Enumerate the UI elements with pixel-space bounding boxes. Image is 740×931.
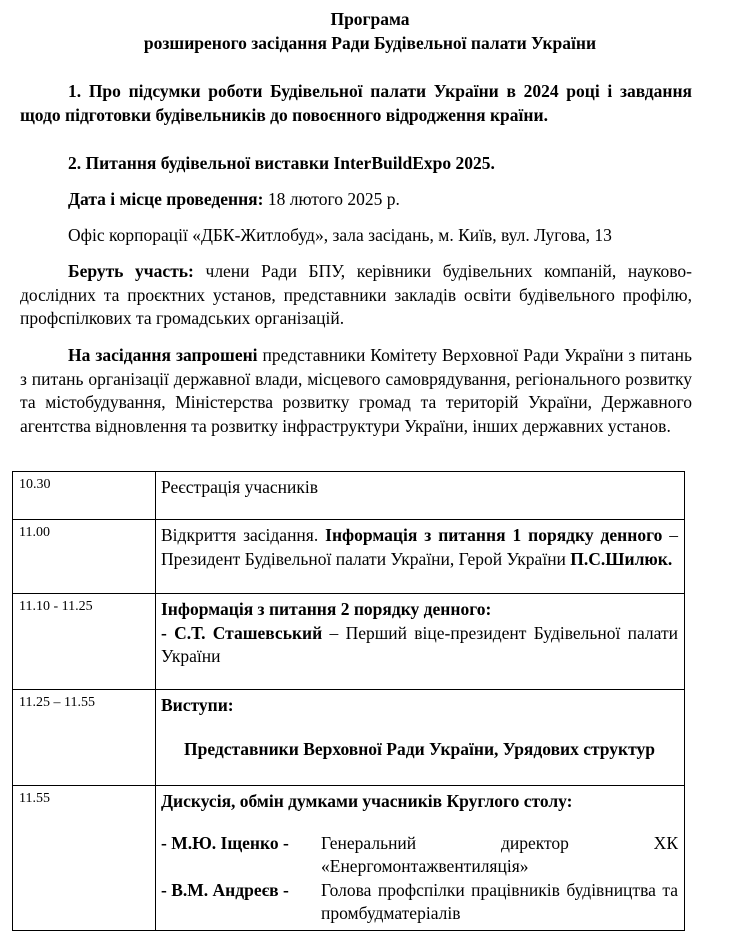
document-title: Програма	[330, 9, 410, 29]
speaker-entry	[161, 879, 678, 926]
table-row	[13, 472, 685, 520]
president-role: – Президент Будівельної палати України, Герой України	[161, 525, 679, 569]
speaker-name: - М.Ю. Іщенко -	[161, 832, 289, 853]
vice-president-name: - С.Т. Сташевський	[161, 622, 323, 643]
schedule-time: 11.25 – 11.55	[13, 690, 156, 786]
schedule-content	[156, 786, 685, 931]
vice-president-role: – Перший віце-президент Будівельної палати України	[161, 622, 678, 666]
invited-paragraph	[20, 344, 692, 438]
schedule-content	[156, 520, 685, 594]
speaker-role: Голова профспілки працівників будівництва та промбудматеріалів	[321, 879, 678, 923]
participants-value: члени Ради БПУ, керівники будівельних компаній, науково-дослідних та проєктних установ, представники закладів освіти будівельного профілю, профспілкових та громадських організацій.	[20, 261, 692, 328]
table-row	[13, 786, 685, 931]
item2-info-heading: Інформація з питання 2 порядку денного:	[161, 599, 492, 619]
participants-label: Беруть участь:	[68, 261, 194, 281]
schedule-time: 11.00	[13, 520, 156, 594]
registration-text: Реєстрація учасників	[161, 477, 319, 497]
speaker-name: - В.М. Андреєв -	[161, 879, 289, 900]
schedule-time: 10.30	[13, 472, 156, 520]
table-row	[13, 690, 685, 786]
table-row	[13, 594, 685, 690]
schedule-content	[156, 690, 685, 786]
invited-label: На засідання запрошені	[68, 345, 258, 365]
discussion-heading: Дискусія, обмін думками учасників Круглого столу:	[161, 791, 573, 811]
schedule-table	[12, 471, 685, 931]
schedule-time: 11.10 - 11.25	[13, 594, 156, 690]
invited-value: представники Комітету Верховної Ради України з питань з питань організації державної влади, місцевого самоврядування, регіонального розвитку та містобудування, Міністерства розвитку громад та територій України, Державного агентства відновлення та розвитку інфраструктури України, інших державних установ.	[20, 345, 692, 436]
date-label: Дата і місце проведення:	[68, 189, 264, 209]
schedule-content	[156, 594, 685, 690]
item1-info-heading: Інформація з питання 1 порядку денного	[325, 525, 663, 545]
place-paragraph: Офіс корпорації «ДБК-Житлобуд», зала засідань, м. Київ, вул. Лугова, 13	[68, 225, 612, 245]
table-row	[13, 520, 685, 594]
participants-paragraph	[20, 260, 692, 331]
speaker-entry	[161, 832, 678, 879]
schedule-time: 11.55	[13, 786, 156, 931]
speeches-heading: Виступи:	[161, 695, 234, 715]
date-value: 18 лютого 2025 р.	[263, 189, 400, 209]
schedule-content	[156, 472, 685, 520]
speaker-role: Генеральний директор ХК «Енергомонтажвентиляція»	[321, 832, 678, 876]
document-subtitle: розширеного засідання Ради Будівельної палати України	[143, 33, 597, 53]
agenda-item-1: 1. Про підсумки роботи Будівельної палати України в 2024 році і завдання щодо підготовки будівельників до повоєнного відродження країни.	[20, 81, 692, 125]
date-paragraph	[20, 188, 692, 212]
vice-president-line	[161, 622, 678, 669]
agenda-item-2: 2. Питання будівельної виставки InterBuildExpo 2025.	[68, 153, 495, 173]
speeches-representatives: Представники Верховної Ради України, Урядових структур	[183, 738, 655, 759]
president-name: П.С.Шилюк.	[570, 548, 673, 569]
opening-text: Відкриття засідання.	[161, 525, 326, 545]
